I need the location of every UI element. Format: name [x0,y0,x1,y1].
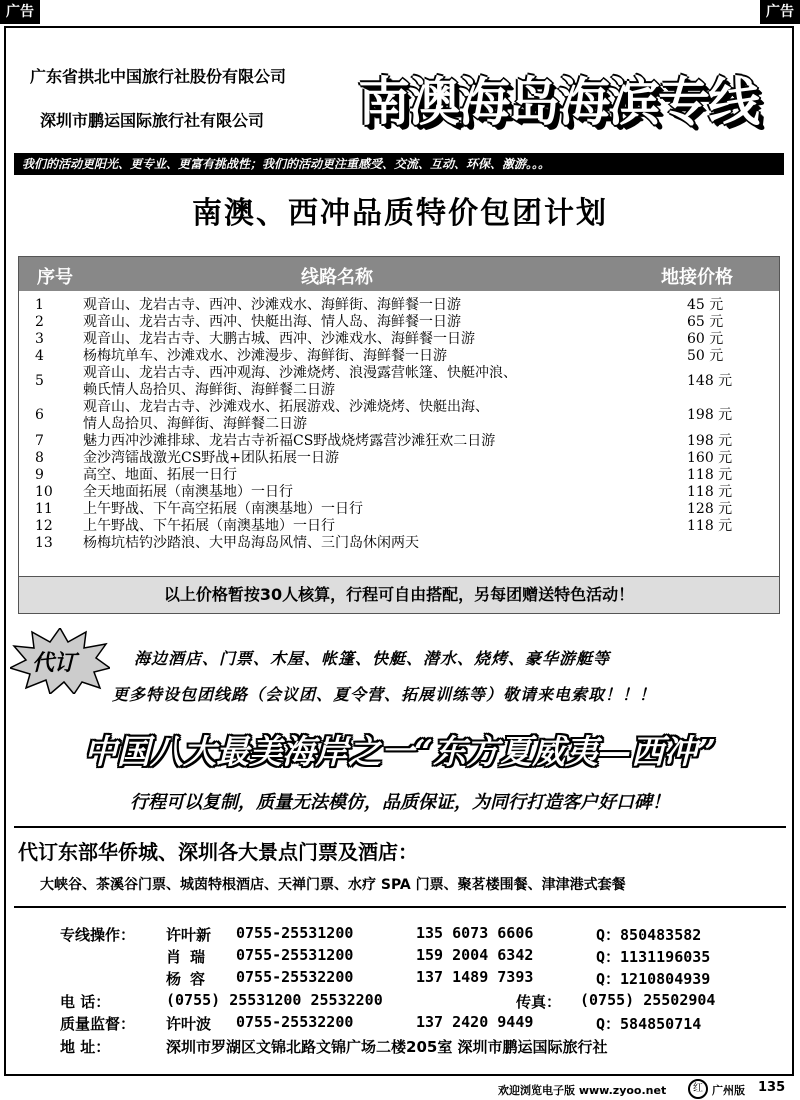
table-body [19,297,779,552]
footer-edition: 广州版 [712,1084,745,1097]
row-number: 9 [35,467,44,483]
row-route [83,535,683,552]
ops-tel-2: 0755-25531200 [236,946,354,964]
row-route [83,348,683,365]
row-number: 5 [35,373,44,389]
row-route-line: 魅力西冲沙滩排球、龙岩古寺祈福CS野战烧烤露营沙滩狂欢二日游 [83,433,496,449]
row-price: 50 元 [687,348,724,364]
ops-qq-1: Q：850483582 [596,926,702,944]
ops-qq-2: Q：1131196035 [596,948,711,966]
row-route-line: 上午野战、下午高空拓展（南澳基地）一日行 [83,501,363,517]
row-price: 118 元 [687,484,733,500]
row-route-line: 高空、地面、拓展一日行 [83,467,237,483]
table-row [19,348,779,365]
row-route-line: 观音山、龙岩古寺、西冲观海、沙滩烧烤、浪漫露营帐篷、快艇冲浪、 [83,365,517,381]
row-price: 160 元 [687,450,733,466]
proxy-title: 代订东部华侨城、深圳各大景点门票及酒店： [18,840,418,864]
footer-site: 欢迎浏览电子版 www.zyoo.net [498,1084,667,1097]
ad-tag-right: 广告 [760,0,800,24]
phone-label: 电 话： [60,993,111,1011]
row-number: 3 [35,331,44,347]
table-row [19,399,779,433]
row-route [83,433,683,450]
row-route-line: 杨梅坑单车、沙滩戏水、沙滩漫步、海鲜街、海鲜餐一日游 [83,348,447,364]
headline: 南澳海岛海滨专线 [358,72,759,133]
ops-mobile-3: 137 1489 7393 [416,968,534,986]
header-price: 地接价格 [661,267,733,288]
table-row [19,450,779,467]
ops-qq-3: Q：1210804939 [596,970,711,988]
table-row [19,433,779,450]
phone-value: (0755) 25531200 25532200 [166,991,383,1009]
table-row [19,314,779,331]
ops-tel-3: 0755-25532200 [236,968,354,986]
row-price: 128 元 [687,501,733,517]
row-route [83,518,683,535]
table-row [19,365,779,399]
fax-label: 传真： [516,993,562,1011]
address-label: 地 址： [60,1038,111,1056]
row-route-line: 全天地面拓展（南澳基地）一日行 [83,484,293,500]
row-route-line: 赖氏情人岛拾贝、海鲜街、海鲜餐二日游 [83,382,335,398]
row-route-line: 观音山、龙岩古寺、沙滩戏水、拓展游戏、沙滩烧烤、快艇出海、 [83,399,489,415]
header-route: 线路名称 [301,267,373,288]
table-row [19,501,779,518]
quality-label: 质量监督： [60,1015,136,1033]
row-route-line: 观音山、龙岩古寺、大鹏古城、西冲、沙滩戏水、海鲜餐一日游 [83,331,475,347]
row-route [83,399,683,433]
row-number: 7 [35,433,44,449]
divider [14,906,786,908]
row-route-line: 金沙湾镭战激光CS野战+团队拓展一日游 [83,450,340,466]
slogan-bar: 我们的活动更阳光、更专业、更富有挑战性；我们的活动更注重感受、交流、互动、环保、激游。。。 [14,153,784,175]
booking-more: 更多特设包团线路（会议团、夏令营、拓展训练等）敬请来电索取！！！ [112,685,657,704]
row-route [83,314,683,331]
company-name-2: 深圳市鹏运国际旅行社有限公司 [40,111,265,130]
booking-items: 海边酒店、门票、木屋、帐篷、快艇、潜水、烧烤、豪华游艇等 [134,649,611,668]
row-route [83,484,683,501]
row-route-line: 观音山、龙岩古寺、西冲、沙滩戏水、海鲜街、海鲜餐一日游 [83,297,461,313]
proxy-items: 大峡谷、茶溪谷门票、城茵特根酒店、天禅门票、水疗 SPA 门票、聚茗楼围餐、津津港式套餐 [40,877,626,893]
row-price: 45 元 [687,297,724,313]
row-number: 11 [35,501,53,517]
row-number: 12 [35,518,53,534]
table-row [19,467,779,484]
big-slogan: 中国八大最美海岸之一“东方夏威夷—西冲” [84,732,716,771]
row-route-line: 上午野战、下午拓展（南澳基地）一日行 [83,518,335,534]
booking-badge: 代订 [31,650,76,676]
row-route-line: 观音山、龙岩古寺、西冲、快艇出海、情人岛、海鲜餐一日游 [83,314,461,330]
quality-tel: 0755-25532200 [236,1013,354,1031]
row-number: 4 [35,348,44,364]
table-row [19,297,779,314]
header-no: 序号 [37,267,73,288]
fax-value: (0755) 25502904 [580,991,716,1009]
quality-mobile: 137 2420 9449 [416,1013,534,1031]
sub-slogan: 行程可以复制，质量无法模仿，品质保证，为同行打造客户好口碑！ [130,792,670,813]
table-row [19,484,779,501]
row-route [83,365,683,399]
row-price: 198 元 [687,407,733,423]
price-table [18,256,780,614]
row-number: 6 [35,407,44,423]
quality-qq: Q：584850714 [596,1015,702,1033]
company-name-1: 广东省拱北中国旅行社股份有限公司 [30,67,287,86]
row-route [83,331,683,348]
ops-name-2: 肖 瑞 [166,948,206,966]
ops-mobile-1: 135 6073 6606 [416,924,534,942]
row-route [83,467,683,484]
newspaper-logo-icon: 红 [688,1079,708,1099]
ops-tel-1: 0755-25531200 [236,924,354,942]
row-price: 148 元 [687,373,733,389]
row-number: 1 [35,297,44,313]
row-number: 13 [35,535,53,551]
row-price: 60 元 [687,331,724,347]
ops-label: 专线操作： [60,926,136,944]
row-price: 118 元 [687,467,733,483]
ad-tag-left: 广告 [0,0,40,24]
table-header [19,257,779,291]
ops-name-3: 杨 容 [166,970,206,988]
address-value: 深圳市罗湖区文锦北路文锦广场二楼205室 深圳市鹏运国际旅行社 [166,1038,608,1056]
plan-title: 南澳、西冲品质特价包团计划 [192,196,608,231]
row-route [83,450,683,467]
row-price: 65 元 [687,314,724,330]
row-route-line: 杨梅坑桔钓沙踏浪、大甲岛海岛风情、三门岛休闲两天 [83,535,419,551]
row-number: 8 [35,450,44,466]
table-note: 以上价格暂按30人核算，行程可自由搭配，另每团赠送特色活动！ [19,576,779,613]
row-route [83,297,683,314]
row-price: 198 元 [687,433,733,449]
table-row [19,331,779,348]
quality-name: 许叶波 [166,1015,212,1033]
row-route [83,501,683,518]
ops-name-1: 许叶新 [166,926,212,944]
page-number: 135 [758,1080,786,1095]
row-route-line: 情人岛拾贝、海鲜街、海鲜餐二日游 [83,416,307,432]
divider [14,826,786,828]
ops-mobile-2: 159 2004 6342 [416,946,534,964]
table-row [19,518,779,535]
row-number: 2 [35,314,44,330]
row-number: 10 [35,484,53,500]
table-row [19,535,779,552]
row-price: 118 元 [687,518,733,534]
